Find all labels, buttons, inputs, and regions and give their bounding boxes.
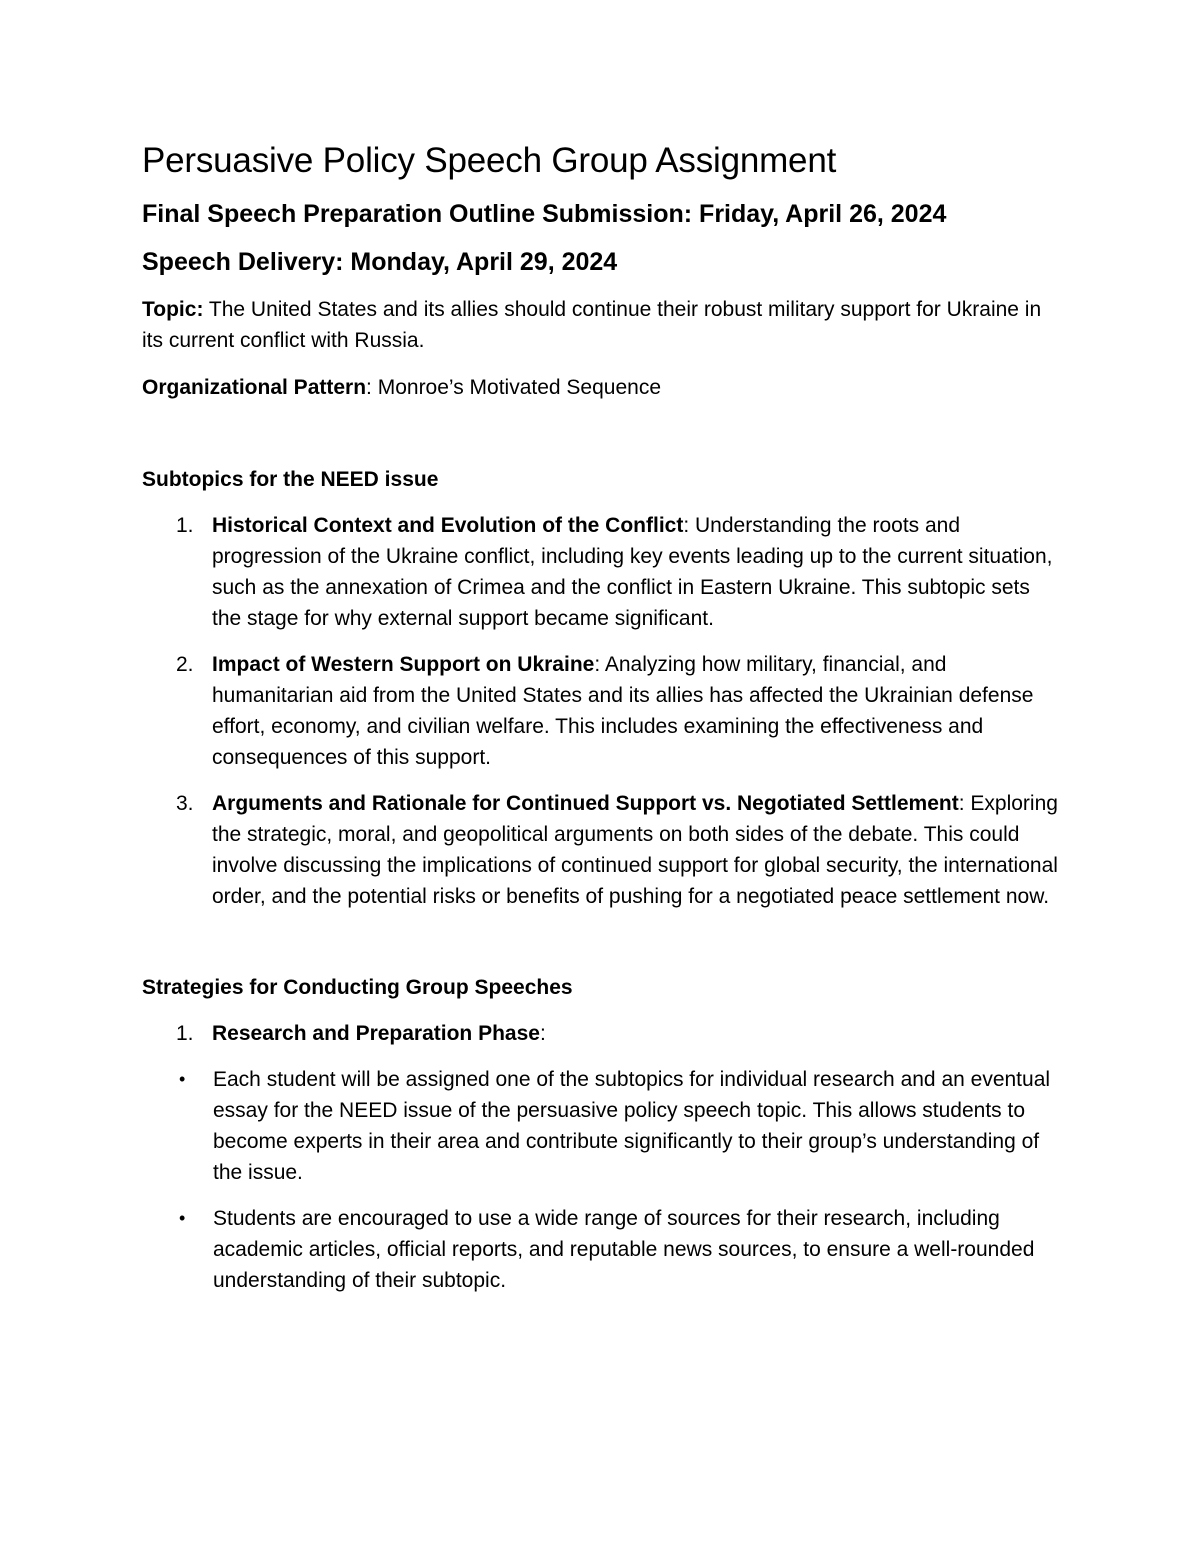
- list-item: [142, 788, 1062, 912]
- pattern-label: Organizational Pattern: [142, 376, 367, 399]
- bullet-icon: •: [179, 1069, 186, 1089]
- bullet-item: [142, 1064, 1062, 1188]
- bullet-item: [142, 1203, 1062, 1296]
- pattern-paragraph: [142, 372, 1062, 403]
- list-item-text: : Exploring the strategic, moral, and geopolitical arguments on both sides of the debate. This could involve discussing the implications of continued support for global security, the international order, and the potential risks or benefits of pushing for a negotiated peace settlement now.: [212, 792, 1058, 908]
- spacer: [142, 419, 1062, 464]
- list-item: [142, 510, 1062, 634]
- document-page: [142, 140, 1062, 1311]
- strategies-section-heading: Strategies for Conducting Group Speeches: [142, 976, 573, 999]
- need-subtopics-list: [142, 510, 1062, 912]
- strategies-list: [142, 1018, 1062, 1049]
- pattern-text: : Monroe’s Motivated Sequence: [366, 376, 662, 399]
- topic-paragraph: [142, 294, 1062, 356]
- delivery-date-heading: Speech Delivery: Monday, April 29, 2024: [142, 248, 618, 276]
- list-number: 1.: [176, 1022, 194, 1045]
- list-item: [142, 1018, 1062, 1049]
- document-title: Persuasive Policy Speech Group Assignment: [142, 141, 837, 180]
- list-number: 2.: [176, 653, 194, 676]
- spacer: [142, 927, 1062, 972]
- list-item-title: Historical Context and Evolution of the Conflict: [212, 514, 684, 537]
- submission-date-heading: Final Speech Preparation Outline Submission: Friday, April 26, 2024: [142, 200, 947, 228]
- list-number: 1.: [176, 514, 194, 537]
- list-item-text: : Understanding the roots and progression of the Ukraine conflict, including key events leading up to the current situation, such as the annexation of Crimea and the conflict in Eastern Ukraine. This subtopic sets the stage for why external support became significant.: [212, 514, 1053, 630]
- list-item-text: :: [539, 1022, 546, 1045]
- list-item-title: Arguments and Rationale for Continued Support vs. Negotiated Settlement: [212, 792, 959, 815]
- research-bullets-list: [142, 1064, 1062, 1296]
- list-number: 3.: [176, 792, 194, 815]
- list-item: [142, 649, 1062, 773]
- bullet-text: Students are encouraged to use a wide range of sources for their research, including academic articles, official reports, and reputable news sources, to ensure a well-rounded understanding of their subtopic.: [213, 1207, 1035, 1292]
- bullet-icon: •: [179, 1208, 186, 1228]
- topic-text: The United States and its allies should continue their robust military support for Ukraine in its current conflict with Russia.: [142, 298, 1042, 352]
- need-section-heading: Subtopics for the NEED issue: [142, 468, 439, 491]
- bullet-text: Each student will be assigned one of the subtopics for individual research and an eventual essay for the NEED issue of the persuasive policy speech topic. This allows students to become experts in their area and contribute significantly to their group’s understanding of the issue.: [213, 1068, 1051, 1184]
- list-item-title: Research and Preparation Phase: [212, 1022, 540, 1045]
- list-item-title: Impact of Western Support on Ukraine: [212, 653, 595, 676]
- list-item-text: : Analyzing how military, financial, and humanitarian aid from the United States and its allies has affected the Ukrainian defense effort, economy, and civilian welfare. This includes examining the effectiveness and consequences of this support.: [212, 653, 1034, 769]
- topic-label: Topic:: [142, 298, 204, 321]
